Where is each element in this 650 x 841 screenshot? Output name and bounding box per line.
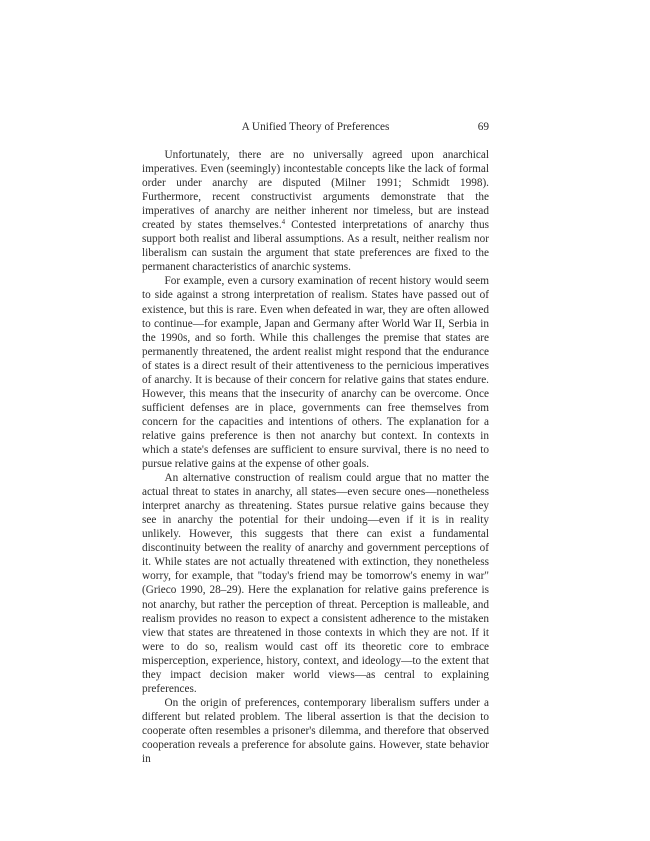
running-head bbox=[142, 119, 489, 135]
running-title: A Unified Theory of Preferences bbox=[241, 121, 390, 133]
paragraph-text: Contested interpretations of anarchy thus support both realist and liberal assumptions. As a result, neither realism nor liberalism can sustain the argument that state preferences are fixed to the permanent characteristics of anarchic systems. bbox=[142, 219, 490, 274]
page-number: 69 bbox=[477, 121, 489, 133]
footnote-reference: 4 bbox=[281, 218, 286, 227]
paragraph: On the origin of preferences, contemporary liberalism suffers under a different but related problem. The liberal assertion is that the decision to cooperate often resembles a prisoner's dilemma, and therefore that observed cooperation reveals a preference for absolute gains. However, state behavior in bbox=[142, 696, 489, 766]
paragraph: For example, even a cursory examination of recent history would seem to side against a strong interpretation of realism. States have passed out of existence, but this is rare. Even when defeated in war, they are often allowed to continue—for example, Japan and Germany after World War II, Serbia in the 1990s, and so forth. While this challenges the premise that states are permanently threatened, the ardent realist might respond that the endurance of states is a direct result of their attentiveness to the pernicious imperatives of anarchy. It is because of their concern for relative gains that states endure. However, this means that the insecurity of anarchy can be overcome. Once sufficient defenses are in place, governments can free themselves from concern for the capacities and intentions of others. The explanation for a relative gains preference is then not anarchy but context. In contexts in which a state's defenses are sufficient to ensure survival, there is no need to pursue relative gains at the expense of other goals. bbox=[142, 275, 489, 471]
paragraph bbox=[142, 148, 489, 274]
paragraph: An alternative construction of realism could argue that no matter the actual threat to states in anarchy, all states—even secure ones—nonetheless interpret anarchy as threatening. States pursue relative gains because they see in anarchy the potential for their undoing—even if it is in reality unlikely. However, this suggests that there can exist a fundamental discontinuity between the reality of anarchy and government perceptions of it. While states are not actually threatened with extinction, they nonetheless worry, for example, that "today's friend may be tomorrow's enemy in war" (Grieco 1990, 28–29). Here the explanation for relative gains preference is not anarchy, but rather the perception of threat. Perception is malleable, and realism provides no reason to expect a consistent adherence to the mistaken view that states are threatened in those contexts in which they are not. If it were to do so, realism would cast off its theoretic core to embrace misperception, experience, history, context, and ideology—to the extent that they impact decision maker world views—as central to explaining preferences. bbox=[142, 472, 489, 695]
body-text bbox=[142, 148, 489, 766]
paragraph-text: Unfortunately, there are no universally agreed upon anarchical imperatives. Even (seemingly) incontestable concepts like the lack of formal order under anarchy are disputed (Milner 1991; Schmidt 1998). Furthermore, recent constructivist arguments demonstrate that the imperatives of anarchy are neither inherent nor timeless, but are instead created by states themselves. bbox=[142, 149, 489, 232]
